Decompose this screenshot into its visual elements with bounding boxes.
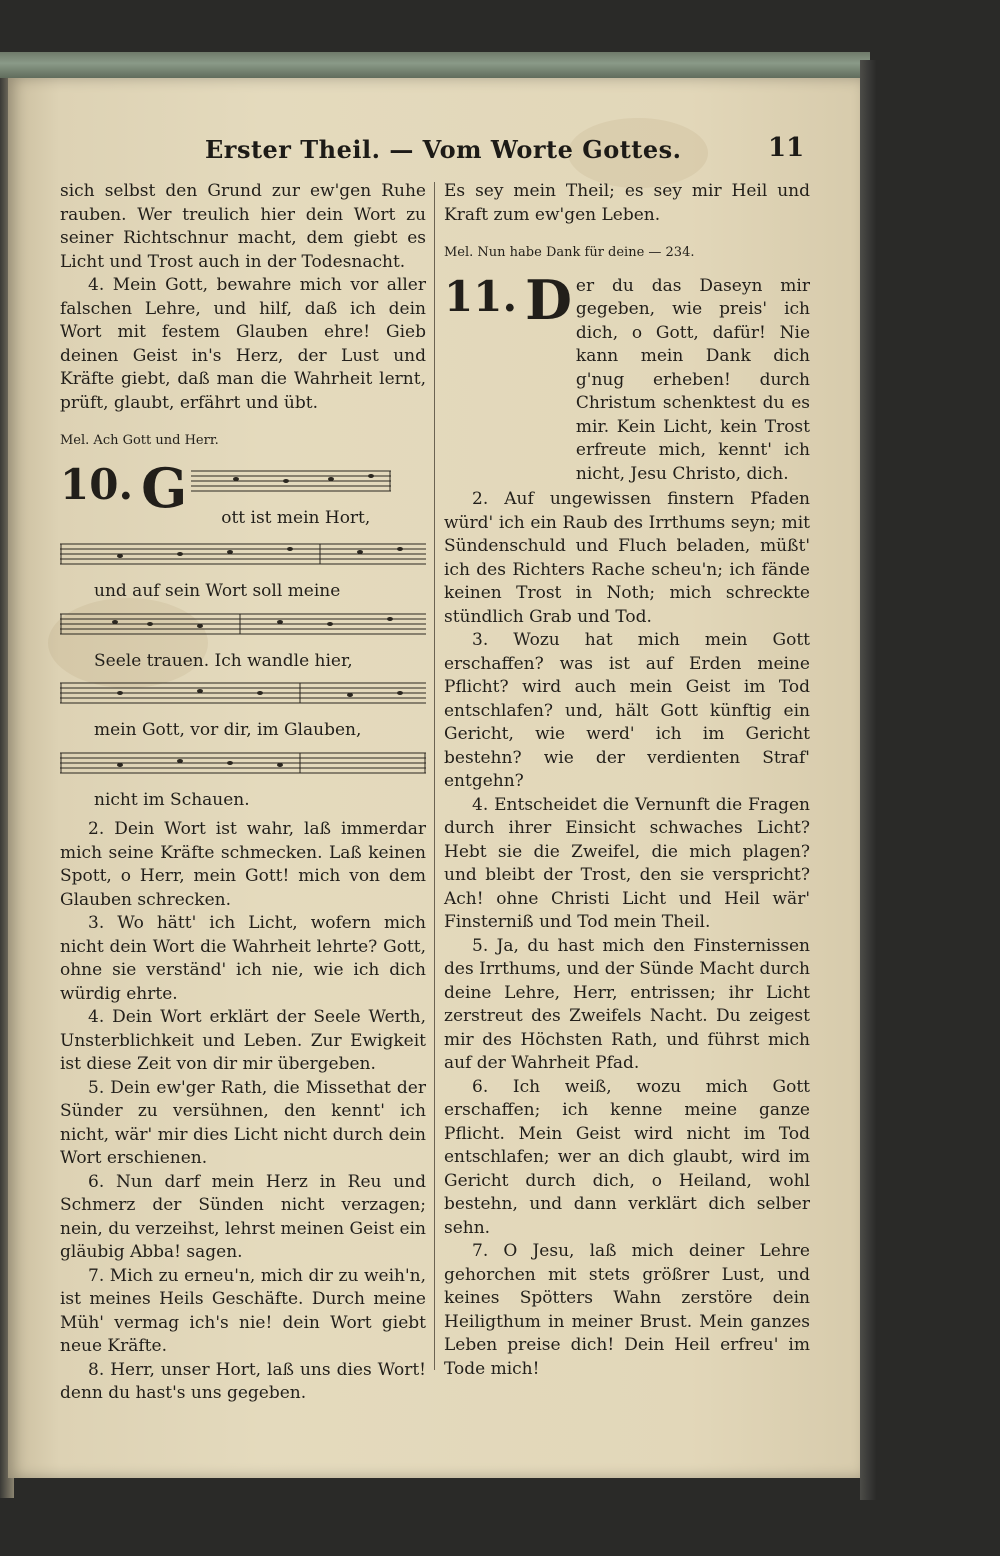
paragraph: Es sey mein Theil; es sey mir Heil und Kraft zum ew'gen Leben. [444,181,810,225]
lyric-line: Seele trauen. Ich wandle hier, [94,650,353,671]
verse: 4. Dein Wort erklärt der Seele Werth, Unsterblichkeit und Leben. Zur Ewigkeit ist diese Zeit von dir mir übergeben. [60,1007,426,1074]
hymn-number: 11. [444,271,518,321]
lyric-line: und auf sein Wort soll meine [94,581,341,601]
paragraph: sich selbst den Grund zur ew'gen Ruhe rauben. Wer treulich hier dein Wort zu seiner Richtschnur macht, dem giebt es Licht und Trost auch in der Todesnacht. [60,181,426,272]
verse: 7. Mich zu erneu'n, mich dir zu weih'n, ist meines Heils Geschäfte. Durch meine Müh' vermag ich's nie! dein Wort giebt neue Kräfte. [60,1265,426,1356]
verse: 3. Wo hätt' ich Licht, wofern mich nicht dein Wort die Wahrheit lehrte? Gott, ohne sie verständ' ich nie, wie ich dich würdig ehrte. [60,913,426,1004]
music-staff [191,467,426,505]
right-column [444,180,810,1381]
page-header: Erster Theil. — Vom Worte Gottes. [205,135,682,164]
music-staff [60,749,426,787]
verse: 6. Ich weiß, wozu mich Gott erschaffen; ich kenne meine ganze Pflicht. Mein Geist wird nicht im Tod entschlafen; wer an dich glaubt, wird im Gericht durch dich, o Heiland, wohl bestehn, und dann verklärt dich selber sehn. [444,1076,810,1238]
book-cover-edge [0,52,870,80]
hymn-heading [60,455,426,537]
melody-note: Mel. Ach Gott und Herr. [60,433,219,448]
verse: 7. O Jesu, laß mich deiner Lehre gehorchen mit stets größrer Lust, und keines Spötters Wahn zerstöre dein Heiligthum in meiner Brust. Mein ganzes Leben preise dich! Dein Heil erfreu' im Tode mich! [444,1241,810,1379]
music-staff [60,679,426,717]
verse: er du das Daseyn mir gegeben, wie preis' ich dich, o Gott, dafür! Nie kann mein Dank dich g'nug erheben! durch Christum schenktest du es mir. Kein Licht, kein Trost erfreute mich, kennt' ich nicht, Jesu Christo, dich. [575,275,810,484]
music-staff [60,610,426,648]
lyric-line: nicht im Schauen. [94,789,250,810]
verse: 5. Dein ew'ger Rath, die Missethat der Sünder zu versühnen, den kennt' ich nicht, wär' mir dies Licht nicht durch dein Wort erschienen. [60,1077,426,1168]
verse: 2. Dein Wort ist wahr, laß immerdar mich seine Kräfte schmecken. Laß keinen Spott, o Herr, mein Gott! mich von dem Glauben schrecken. [60,819,426,910]
drop-cap: D [525,267,572,332]
left-column [60,180,426,1406]
column-divider [434,182,435,1370]
drop-cap: G [141,455,188,520]
lyric-line: ott ist mein Hort, [221,507,371,528]
book-cover-right [860,60,876,1500]
verse: 3. Wozu hat mich mein Gott erschaffen? was ist auf Erden meine Pflicht? wird auch mein Geist im Tod entschlafen? und, hält Gott künftig ein Gericht, wie werd' ich im Gericht bestehn? wie der verdienten Straf' entgehn? [444,630,810,791]
page-number: 11 [768,133,805,163]
lyric-line: mein Gott, vor dir, im Glauben, [94,720,362,740]
verse: 4. Entscheidet die Vernunft die Fragen durch ihrer Einsicht schwaches Licht? Hebt sie die Zweifel, die mich plagen? und bleibt der Trost, den sie verspricht? Ach! ohne Christi Licht und Heil wär' Finsterniß und Tod mein Theil. [444,794,810,932]
music-staff [60,540,426,578]
verse: 6. Nun darf mein Herz in Reu und Schmerz der Sünden nicht verzagen; nein, du verzeihst, lehrst meinen Geist ein gläubig Abba! sagen. [60,1171,426,1262]
hymn-heading [444,267,810,487]
hymn-number: 10. [60,459,134,509]
verse: 4. Mein Gott, bewahre mich vor aller falschen Lehre, und hilf, daß ich dein Wort mit festem Glauben ehre! Gieb deinen Geist in's Herz, der Lust und Kräfte giebt, daß man die Wahrheit lernt, prüft, glaubt, erfährt und übt. [60,275,426,413]
verse: 8. Herr, unser Hort, laß uns dies Wort! denn du hast's uns gegeben. [60,1359,426,1403]
verse: 2. Auf ungewissen finstern Pfaden würd' ich ein Raub des Irrthums seyn; mit Sündenschuld und Fluch beladen, müßt' ich des Richters Rache scheu'n; ich fände keinen Trost in Noth; mich schreckte stündlich Grab und Tod. [444,489,810,627]
melody-note: Mel. Nun habe Dank für deine — 234. [444,245,695,260]
verse: 5. Ja, du hast mich den Finsternissen des Irrthums, und der Sünde Macht durch deine Lehre, Herr, entrissen; ihr Licht zerstreut des Zweifels Nacht. Du zeigest mir des Höchsten Rath, und führst mich auf der Wahrheit Pfad. [444,935,810,1073]
